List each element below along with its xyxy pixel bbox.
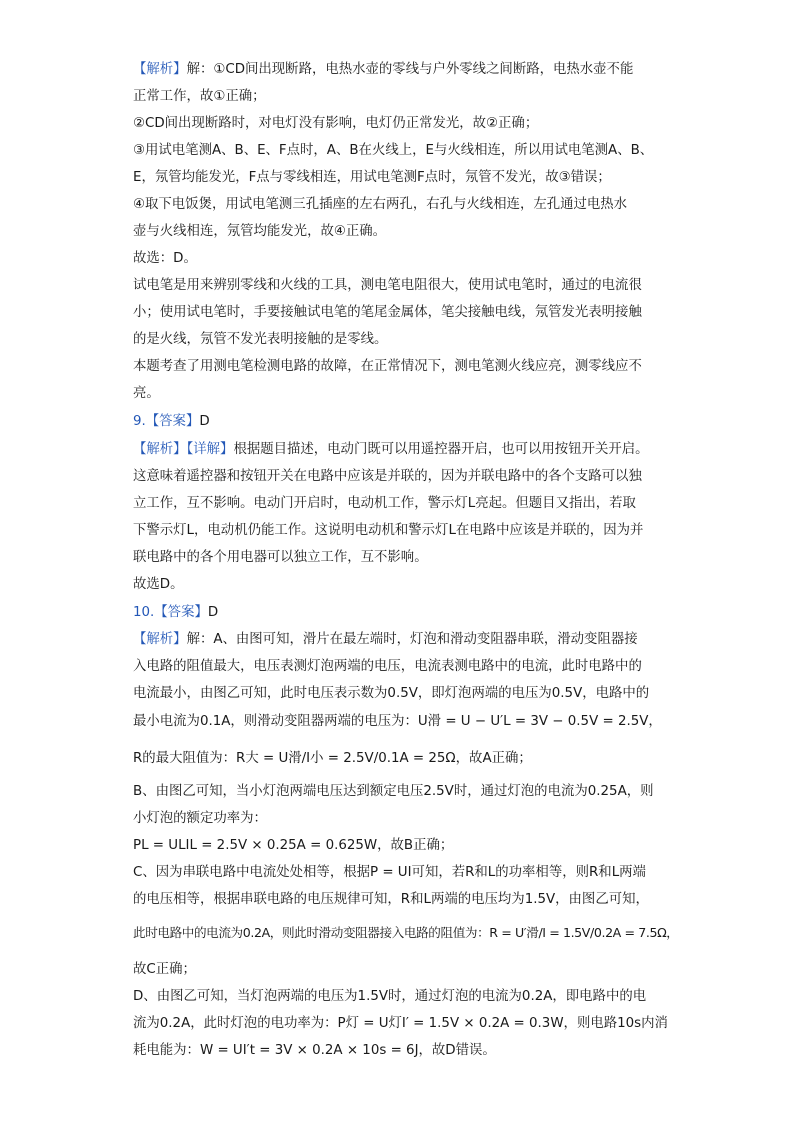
line-text: 这意味着遥控器和按钮开关在电路中应该是并联的，因为并联电路中的各个支路可以独 [133,469,642,484]
line-text: 故选：D。 [133,251,197,266]
line-text: 联电路中的各个用电器可以独立工作，互不影响。 [133,550,428,565]
line-text: 耗电能为：W = UI′t = 3V × 0.2A × 10s = 6J，故D错误。 [133,1043,496,1058]
line-text: 解：①CD间出现断路，电热水壶的零线与户外零线之间断路，电热水壶不能 [186,62,634,77]
line-text: C、因为串联电路中电流处处相等，根据P = UI可知，若R和L的功率相等，则R和L两端 [133,865,646,880]
line-text: 根据题目描述，电动门既可以用遥控器开启，也可以用按钮开关开启。 [233,442,649,457]
text-line [133,919,693,946]
line-text: 解：A、由图可知，滑片在最左端时，灯泡和滑动变阻器串联，滑动变阻器接 [186,632,638,647]
section-label: 【解析】 [133,62,187,77]
text-line [133,517,693,544]
section-label: 9.【答案】 [133,414,200,429]
line-text: D、由图乙可知，当灯泡两端的电压为1.5V时，通过灯泡的电流为0.2A，即电路中的电 [133,989,647,1004]
line-text: 亮。 [133,386,160,401]
line-text: E，氖管均能发光，F点与零线相连，用试电笔测F点时，氖管不发光，故③错误； [133,170,611,185]
text-line [133,859,693,886]
text-line [133,83,693,110]
line-text: ④取下电饭煲，用试电笔测三孔插座的左右两孔，右孔与火线相连，左孔通过电热水 [133,197,628,212]
text-line [133,463,693,490]
line-text: 故选D。 [133,577,184,592]
text-line [133,436,693,463]
text-line [133,680,693,707]
text-line [133,886,693,913]
text-line [133,956,693,983]
text-line [133,832,693,859]
line-text: D [199,414,210,429]
line-text: 小；使用试电笔时，手要接触试电笔的笔尾金属体，笔尖接触电线，氖管发光表明接触 [133,305,642,320]
text-line [133,1037,693,1064]
line-text: 本题考查了用测电笔检测电路的故障，在正常情况下，测电笔测火线应亮，测零线应不 [133,359,642,374]
line-text: 入电路的阻值最大，电压表测灯泡两端的电压，电流表测电路中的电流，此时电路中的 [133,659,642,674]
line-text: 正常工作，故①正确； [133,89,266,104]
line-text: ②CD间出现断路时，对电灯没有影响，电灯仍正常发光，故②正确； [133,116,539,131]
line-text: 小灯泡的额定功率为： [133,811,267,826]
text-line [133,218,693,245]
text-line [133,708,693,735]
line-text: 此时电路中的电流为0.2A，则此时滑动变阻器接入电路的阻值为：R = U′滑/I = 1.5V/0.2A = 7.5Ω， [133,925,679,940]
line-text: R的最大阻值为：R大 = U滑/I小 = 2.5V/0.1A = 25Ω，故A正确； [133,751,532,766]
section-label: 【解析】【详解】 [133,442,234,457]
line-text: 故C正确； [133,962,196,977]
text-line [133,353,693,380]
text-line [133,544,693,571]
line-text: 电流最小，由图乙可知，此时电压表示数为0.5V，即灯泡两端的电压为0.5V，电路中的 [133,686,650,701]
text-line [133,164,693,191]
text-line [133,137,693,164]
text-line [133,245,693,272]
section-label: 【解析】 [133,632,187,647]
line-text: 试电笔是用来辨别零线和火线的工具，测电笔电阻很大，使用试电笔时，通过的电流很 [133,278,642,293]
text-line [133,326,693,353]
line-text: 壶与火线相连，氖管均能发光，故④正确。 [133,224,387,239]
line-text: 的电压相等，根据串联电路的电压规律可知，R和L两端的电压均为1.5V，由图乙可知， [133,892,649,907]
text-line [133,571,693,598]
line-text: 的是火线，氖管不发光表明接触的是零线。 [133,332,388,347]
text-line [133,653,693,680]
text-line [133,408,693,435]
text-line [133,299,693,326]
text-line [133,380,693,407]
text-line [133,626,693,653]
text-line [133,191,693,218]
line-text: 流为0.2A，此时灯泡的电功率为：P灯 = U灯I′ = 1.5V × 0.2A = 0.3W，则电路10s内消 [133,1016,668,1031]
line-text: PL = ULIL = 2.5V × 0.25A = 0.625W，故B正确； [133,838,454,853]
text-line [133,599,693,626]
line-text: ③用试电笔测A、B、E、F点时，A、B在火线上，E与火线相连，所以用试电笔测A、B、 [133,143,654,158]
text-line [133,1010,693,1037]
text-line [133,56,693,83]
line-text: D [207,605,219,620]
text-line [133,745,693,772]
text-line [133,805,693,832]
text-line [133,778,693,805]
line-text: 最小电流为0.1A，则滑动变阻器两端的电压为：U滑 = U − U′L = 3V − 0.5V = 2.5V， [133,714,662,729]
section-label: 10.【答案】 [133,605,208,620]
text-line [133,983,693,1010]
line-text: B、由图乙可知，当小灯泡两端电压达到额定电压2.5V时，通过灯泡的电流为0.25A，则 [133,784,654,799]
text-line [133,110,693,137]
line-text: 下警示灯L，电动机仍能工作。这说明电动机和警示灯L在电路中应该是并联的，因为并 [133,523,644,538]
text-line [133,272,693,299]
line-text: 立工作，互不影响。电动门开启时，电动机工作，警示灯L亮起。但题目又指出，若取 [133,496,636,511]
text-line [133,490,693,517]
